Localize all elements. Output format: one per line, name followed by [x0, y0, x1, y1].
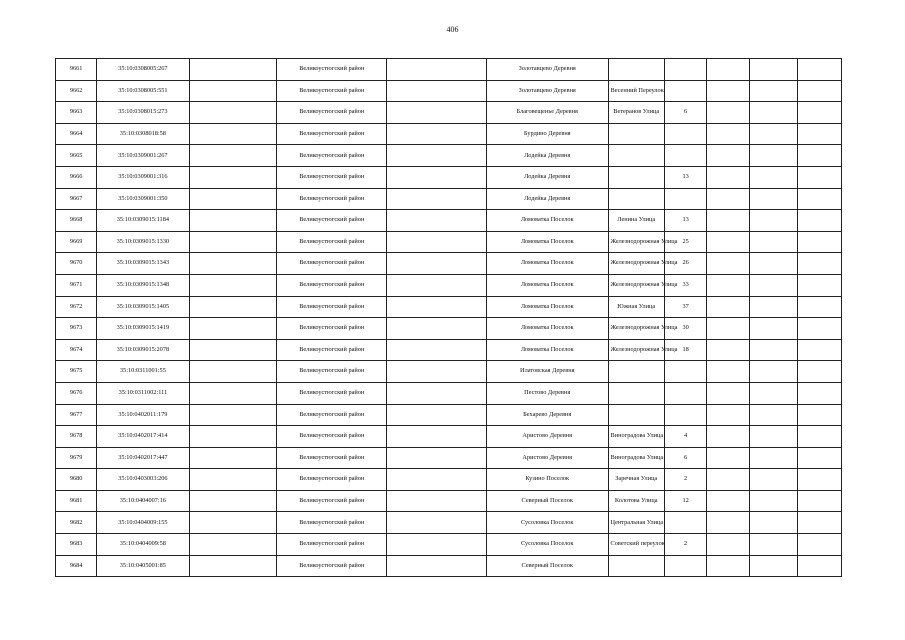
cell-district: Великоустюгский район — [277, 59, 387, 81]
cell-empty — [189, 490, 277, 512]
cell-locality: Аристово Деревня — [486, 426, 608, 448]
cell-cadastral-number: 35:10:0309015:1343 — [97, 253, 189, 275]
cell-empty — [749, 512, 798, 534]
table-row — [56, 123, 842, 145]
cell-empty — [189, 361, 277, 383]
cell-empty — [798, 210, 842, 232]
cell-empty — [189, 145, 277, 167]
cell-street: Центральная Улица — [608, 512, 664, 534]
cell-district: Великоустюгский район — [277, 490, 387, 512]
cell-district: Великоустюгский район — [277, 426, 387, 448]
cell-empty — [387, 404, 487, 426]
cell-locality: Ломоватка Поселок — [486, 274, 608, 296]
cell-empty — [749, 274, 798, 296]
cell-street: Железнодорожная Улица — [608, 274, 664, 296]
cell-house-number — [664, 188, 706, 210]
cell-empty — [189, 80, 277, 102]
cell-district: Великоустюгский район — [277, 145, 387, 167]
table-row — [56, 447, 842, 469]
cell-row-number: 9672 — [56, 296, 97, 318]
cell-house-number: 37 — [664, 296, 706, 318]
cell-empty — [387, 253, 487, 275]
cell-street — [608, 382, 664, 404]
cell-street: Железнодорожная Улица — [608, 231, 664, 253]
cell-empty — [189, 512, 277, 534]
cell-street — [608, 361, 664, 383]
cell-house-number: 33 — [664, 274, 706, 296]
cell-district: Великоустюгский район — [277, 80, 387, 102]
cell-cadastral-number: 35:10:0309015:1184 — [97, 210, 189, 232]
cell-empty — [707, 339, 749, 361]
cell-house-number: 2 — [664, 469, 706, 491]
cell-empty — [387, 102, 487, 124]
cell-locality: Бехарево Деревня — [486, 404, 608, 426]
cell-locality: Ломоватка Поселок — [486, 296, 608, 318]
table-row — [56, 555, 842, 577]
cell-empty — [387, 80, 487, 102]
cell-empty — [798, 231, 842, 253]
cell-district: Великоустюгский район — [277, 123, 387, 145]
cell-empty — [707, 490, 749, 512]
cell-cadastral-number: 35:10:0309015:2078 — [97, 339, 189, 361]
cell-cadastral-number: 35:10:0309015:1348 — [97, 274, 189, 296]
cell-district: Великоустюгский район — [277, 296, 387, 318]
cell-empty — [798, 361, 842, 383]
table-row — [56, 426, 842, 448]
cell-cadastral-number: 35:10:0309001:350 — [97, 188, 189, 210]
cell-cadastral-number: 35:10:0309015:1405 — [97, 296, 189, 318]
cell-empty — [798, 339, 842, 361]
cell-house-number: 30 — [664, 318, 706, 340]
cell-house-number — [664, 555, 706, 577]
cell-district: Великоустюгский район — [277, 404, 387, 426]
cell-locality: Золотавцево Деревня — [486, 59, 608, 81]
cell-empty — [387, 512, 487, 534]
cell-locality: Лодейка Деревня — [486, 145, 608, 167]
cell-street: Железнодорожная Улица — [608, 339, 664, 361]
cell-empty — [387, 490, 487, 512]
cell-empty — [749, 210, 798, 232]
cell-street: Железнодорожная Улица — [608, 253, 664, 275]
cell-empty — [707, 361, 749, 383]
cell-empty — [387, 188, 487, 210]
cell-empty — [189, 382, 277, 404]
cell-row-number: 9677 — [56, 404, 97, 426]
cell-empty — [189, 296, 277, 318]
cell-empty — [387, 555, 487, 577]
table-row — [56, 188, 842, 210]
cell-empty — [707, 296, 749, 318]
cell-street: Железнодорожная Улица — [608, 318, 664, 340]
cell-empty — [387, 447, 487, 469]
cell-street: Заречная Улица — [608, 469, 664, 491]
cell-empty — [707, 188, 749, 210]
cell-empty — [798, 80, 842, 102]
cell-row-number: 9681 — [56, 490, 97, 512]
cell-cadastral-number: 35:10:0402011:179 — [97, 404, 189, 426]
cell-locality: Илатовская Деревня — [486, 361, 608, 383]
cell-house-number — [664, 404, 706, 426]
cell-empty — [707, 123, 749, 145]
cell-cadastral-number: 35:10:0402017:447 — [97, 447, 189, 469]
cell-empty — [707, 382, 749, 404]
cell-empty — [749, 59, 798, 81]
cell-cadastral-number: 35:10:0311001:55 — [97, 361, 189, 383]
cell-cadastral-number: 35:10:0309001:267 — [97, 145, 189, 167]
cell-district: Великоустюгский район — [277, 361, 387, 383]
cell-locality: Сусоловка Поселок — [486, 512, 608, 534]
cell-empty — [749, 382, 798, 404]
cell-locality: Пестово Деревня — [486, 382, 608, 404]
cell-empty — [798, 102, 842, 124]
cell-empty — [749, 231, 798, 253]
cell-street: Колотова Улица — [608, 490, 664, 512]
cell-locality: Ломоватка Поселок — [486, 318, 608, 340]
cell-empty — [749, 123, 798, 145]
cell-empty — [798, 145, 842, 167]
cell-cadastral-number: 35:10:0404009:58 — [97, 534, 189, 556]
cell-row-number: 9668 — [56, 210, 97, 232]
cell-empty — [189, 447, 277, 469]
cell-empty — [749, 318, 798, 340]
cell-district: Великоустюгский район — [277, 253, 387, 275]
cell-empty — [189, 274, 277, 296]
cell-row-number: 9676 — [56, 382, 97, 404]
cell-district: Великоустюгский район — [277, 274, 387, 296]
cell-empty — [387, 469, 487, 491]
table-row — [56, 469, 842, 491]
cell-district: Великоустюгский район — [277, 166, 387, 188]
cell-empty — [387, 534, 487, 556]
table-row — [56, 318, 842, 340]
cell-house-number: 2 — [664, 534, 706, 556]
cell-locality: Благовещенье Деревня — [486, 102, 608, 124]
cell-empty — [387, 318, 487, 340]
table-row — [56, 59, 842, 81]
cell-empty — [798, 469, 842, 491]
cell-house-number: 13 — [664, 210, 706, 232]
cell-empty — [387, 123, 487, 145]
cell-locality: Лодейка Деревня — [486, 188, 608, 210]
cell-row-number: 9664 — [56, 123, 97, 145]
cell-district: Великоустюгский район — [277, 382, 387, 404]
cell-house-number — [664, 123, 706, 145]
cell-row-number: 9678 — [56, 426, 97, 448]
cell-row-number: 9669 — [56, 231, 97, 253]
cell-empty — [707, 210, 749, 232]
cell-locality: Аристово Деревня — [486, 447, 608, 469]
table-row — [56, 490, 842, 512]
cell-empty — [749, 426, 798, 448]
cell-empty — [749, 469, 798, 491]
cell-district: Великоустюгский район — [277, 512, 387, 534]
cell-row-number: 9680 — [56, 469, 97, 491]
cell-cadastral-number: 35:10:0311002:111 — [97, 382, 189, 404]
cell-empty — [189, 59, 277, 81]
cell-empty — [749, 188, 798, 210]
cell-row-number: 9661 — [56, 59, 97, 81]
cell-row-number: 9662 — [56, 80, 97, 102]
cell-row-number: 9665 — [56, 145, 97, 167]
cell-locality: Ломоватка Поселок — [486, 210, 608, 232]
cell-empty — [387, 339, 487, 361]
cell-locality: Сусоловка Поселок — [486, 534, 608, 556]
cell-house-number: 6 — [664, 447, 706, 469]
cell-row-number: 9675 — [56, 361, 97, 383]
table-row — [56, 210, 842, 232]
cell-cadastral-number: 35:10:0403003:206 — [97, 469, 189, 491]
cell-empty — [749, 404, 798, 426]
table-row — [56, 253, 842, 275]
cell-empty — [189, 469, 277, 491]
cell-row-number: 9670 — [56, 253, 97, 275]
cell-empty — [749, 145, 798, 167]
cell-row-number: 9663 — [56, 102, 97, 124]
cell-empty — [798, 253, 842, 275]
table-row — [56, 274, 842, 296]
registry-table — [55, 58, 842, 577]
cell-empty — [707, 80, 749, 102]
cell-empty — [189, 188, 277, 210]
cell-empty — [189, 339, 277, 361]
cell-locality: Северный Поселок — [486, 490, 608, 512]
cell-empty — [189, 210, 277, 232]
table-row — [56, 534, 842, 556]
cell-locality: Ломоватка Поселок — [486, 339, 608, 361]
cell-empty — [189, 426, 277, 448]
cell-district: Великоустюгский район — [277, 210, 387, 232]
cell-house-number: 4 — [664, 426, 706, 448]
cell-street: Виноградова Улица — [608, 426, 664, 448]
cell-district: Великоустюгский район — [277, 555, 387, 577]
cell-empty — [749, 534, 798, 556]
cell-empty — [387, 210, 487, 232]
cell-empty — [749, 253, 798, 275]
cell-empty — [707, 555, 749, 577]
cell-empty — [189, 534, 277, 556]
cell-district: Великоустюгский район — [277, 447, 387, 469]
cell-street: Виноградова Улица — [608, 447, 664, 469]
cell-house-number: 13 — [664, 166, 706, 188]
cell-empty — [707, 534, 749, 556]
cell-empty — [707, 318, 749, 340]
cell-empty — [189, 123, 277, 145]
cell-empty — [707, 145, 749, 167]
cell-house-number — [664, 361, 706, 383]
cell-cadastral-number: 35:10:0308005:551 — [97, 80, 189, 102]
cell-street — [608, 188, 664, 210]
table-row — [56, 512, 842, 534]
cell-empty — [387, 296, 487, 318]
cell-district: Великоустюгский район — [277, 188, 387, 210]
cell-empty — [707, 59, 749, 81]
cell-district: Великоустюгский район — [277, 231, 387, 253]
cell-district: Великоустюгский район — [277, 469, 387, 491]
cell-house-number — [664, 80, 706, 102]
cell-street: Весенний Переулок — [608, 80, 664, 102]
cell-empty — [749, 490, 798, 512]
table-row — [56, 102, 842, 124]
cell-house-number — [664, 145, 706, 167]
cell-empty — [707, 274, 749, 296]
cell-empty — [707, 102, 749, 124]
cell-district: Великоустюгский район — [277, 534, 387, 556]
cell-cadastral-number: 35:10:0405001:85 — [97, 555, 189, 577]
cell-cadastral-number: 35:10:0308018:58 — [97, 123, 189, 145]
cell-empty — [798, 555, 842, 577]
cell-empty — [749, 361, 798, 383]
cell-empty — [798, 274, 842, 296]
table-row — [56, 296, 842, 318]
table-row — [56, 382, 842, 404]
cell-empty — [798, 512, 842, 534]
cell-empty — [707, 512, 749, 534]
cell-empty — [798, 318, 842, 340]
cell-locality: Ломоватка Поселок — [486, 253, 608, 275]
cell-cadastral-number: 35:10:0402017:414 — [97, 426, 189, 448]
cell-cadastral-number: 35:10:0309015:1330 — [97, 231, 189, 253]
cell-street: Южная Улица — [608, 296, 664, 318]
cell-empty — [798, 166, 842, 188]
cell-empty — [189, 166, 277, 188]
cell-empty — [749, 102, 798, 124]
cell-house-number — [664, 382, 706, 404]
table-row — [56, 80, 842, 102]
cell-cadastral-number: 35:10:0404007:16 — [97, 490, 189, 512]
cell-empty — [387, 361, 487, 383]
cell-empty — [189, 555, 277, 577]
cell-house-number — [664, 59, 706, 81]
cell-empty — [189, 253, 277, 275]
table-row — [56, 339, 842, 361]
cell-empty — [189, 231, 277, 253]
cell-district: Великоустюгский район — [277, 339, 387, 361]
cell-empty — [707, 231, 749, 253]
cell-empty — [189, 318, 277, 340]
cell-street — [608, 145, 664, 167]
cell-empty — [387, 231, 487, 253]
cell-empty — [707, 166, 749, 188]
cell-row-number: 9673 — [56, 318, 97, 340]
cell-empty — [749, 296, 798, 318]
cell-empty — [189, 404, 277, 426]
cell-street — [608, 123, 664, 145]
cell-empty — [798, 59, 842, 81]
table-row — [56, 404, 842, 426]
cell-district: Великоустюгский район — [277, 318, 387, 340]
cell-empty — [798, 490, 842, 512]
cell-empty — [749, 447, 798, 469]
cell-empty — [798, 404, 842, 426]
cell-empty — [749, 555, 798, 577]
page-number: 406 — [446, 25, 459, 34]
cell-empty — [798, 188, 842, 210]
cell-locality: Лодейка Деревня — [486, 166, 608, 188]
cell-empty — [189, 102, 277, 124]
cell-house-number: 12 — [664, 490, 706, 512]
cell-empty — [707, 404, 749, 426]
cell-row-number: 9674 — [56, 339, 97, 361]
cell-empty — [387, 274, 487, 296]
cell-street — [608, 59, 664, 81]
cell-row-number: 9684 — [56, 555, 97, 577]
cell-street: Советский переулок — [608, 534, 664, 556]
cell-row-number: 9671 — [56, 274, 97, 296]
cell-empty — [387, 426, 487, 448]
cell-cadastral-number: 35:10:0309015:1419 — [97, 318, 189, 340]
cell-empty — [749, 339, 798, 361]
cell-empty — [798, 426, 842, 448]
cell-row-number: 9666 — [56, 166, 97, 188]
cell-district: Великоустюгский район — [277, 102, 387, 124]
table-row — [56, 361, 842, 383]
cell-empty — [387, 59, 487, 81]
table-row — [56, 166, 842, 188]
cell-empty — [749, 166, 798, 188]
cell-empty — [387, 145, 487, 167]
cell-cadastral-number: 35:10:0308005:267 — [97, 59, 189, 81]
cell-street — [608, 404, 664, 426]
cell-row-number: 9667 — [56, 188, 97, 210]
cell-house-number — [664, 512, 706, 534]
cell-row-number: 9682 — [56, 512, 97, 534]
cell-house-number: 25 — [664, 231, 706, 253]
cell-row-number: 9683 — [56, 534, 97, 556]
cell-empty — [749, 80, 798, 102]
cell-empty — [798, 123, 842, 145]
cell-street — [608, 166, 664, 188]
cell-street — [608, 555, 664, 577]
cell-empty — [707, 447, 749, 469]
cell-empty — [798, 382, 842, 404]
cell-locality: Золотавцево Деревня — [486, 80, 608, 102]
cell-street: Ветеранов Улица — [608, 102, 664, 124]
cell-cadastral-number: 35:10:0309001:316 — [97, 166, 189, 188]
cell-house-number: 26 — [664, 253, 706, 275]
cell-empty — [798, 296, 842, 318]
cell-empty — [707, 253, 749, 275]
cell-empty — [387, 382, 487, 404]
cell-empty — [798, 447, 842, 469]
cell-empty — [707, 469, 749, 491]
cell-locality: Кузино Поселок — [486, 469, 608, 491]
cell-empty — [387, 166, 487, 188]
cell-cadastral-number: 35:10:0308015:273 — [97, 102, 189, 124]
cell-locality: Ломоватка Поселок — [486, 231, 608, 253]
cell-locality: Бурдино Деревня — [486, 123, 608, 145]
cell-cadastral-number: 35:10:0404009:155 — [97, 512, 189, 534]
cell-locality: Северный Поселок — [486, 555, 608, 577]
cell-house-number: 6 — [664, 102, 706, 124]
table-row — [56, 231, 842, 253]
table-row — [56, 145, 842, 167]
cell-empty — [798, 534, 842, 556]
cell-empty — [707, 426, 749, 448]
cell-row-number: 9679 — [56, 447, 97, 469]
cell-house-number: 18 — [664, 339, 706, 361]
cell-street: Ленина Улица — [608, 210, 664, 232]
